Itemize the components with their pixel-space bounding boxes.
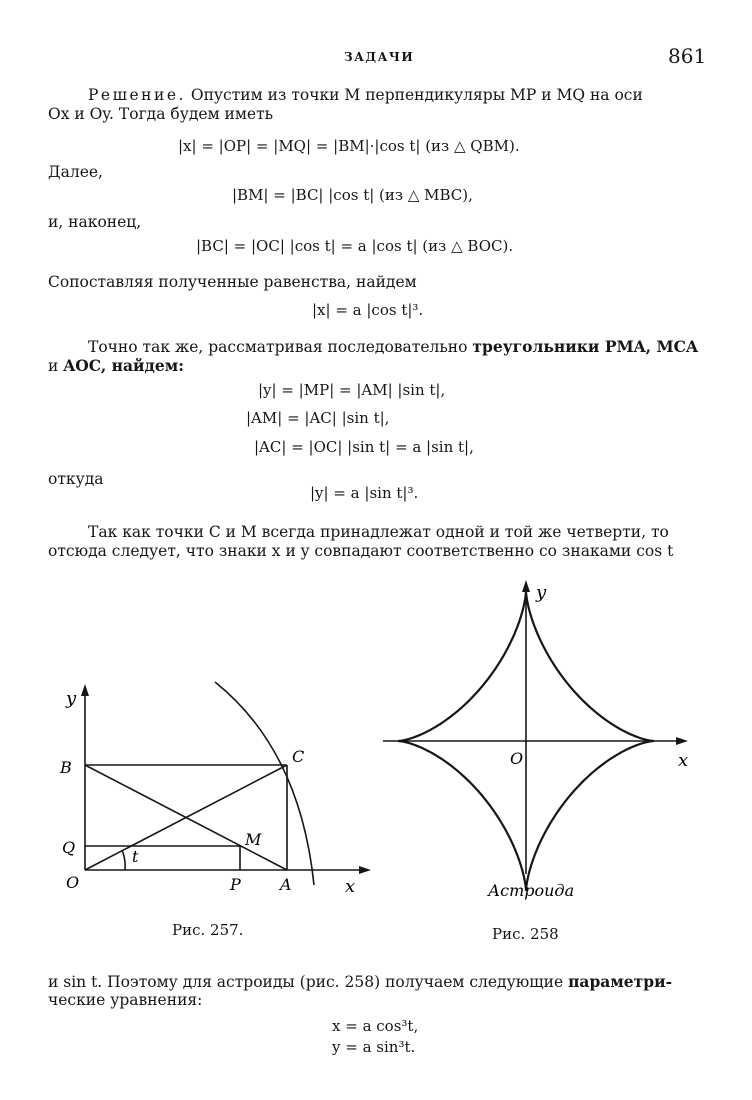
equation-4: |x| = a |cos t|³. bbox=[312, 301, 424, 319]
x-axis-arrow bbox=[359, 866, 371, 874]
fig258-label-x: x bbox=[678, 750, 689, 771]
equation-10: y = a sin³t. bbox=[332, 1038, 416, 1056]
paragraph-3-line2-text: и bbox=[48, 357, 59, 375]
equation-7: |AC| = |OC| |sin t| = a |sin t|, bbox=[254, 438, 474, 456]
fig257-label-t: t bbox=[132, 847, 139, 866]
fig258-label-y: y bbox=[536, 582, 547, 603]
page-number: 861 bbox=[668, 44, 707, 68]
y-axis-arrow bbox=[522, 580, 530, 592]
circle-arc bbox=[215, 682, 314, 885]
paragraph-3-line2 bbox=[48, 356, 184, 376]
solution-line2: Ox и Oy. Тогда будем иметь bbox=[48, 105, 274, 123]
paragraph-3-line1-text: Точно так же, рассматривая последовательно bbox=[88, 338, 468, 356]
running-title: ЗАДАЧИ bbox=[344, 50, 415, 64]
angle-arc bbox=[122, 850, 125, 870]
solution-paragraph bbox=[88, 86, 698, 105]
equation-2: |BM| = |BC| |cos t| (из △ MBC), bbox=[232, 186, 473, 204]
paragraph-3-line1 bbox=[88, 337, 698, 357]
paragraph-3-line2-bold: AOC, найдем: bbox=[63, 356, 184, 375]
fig257-label-o: O bbox=[66, 873, 80, 892]
paragraph-2: Сопоставляя полученные равенства, найдем bbox=[48, 273, 417, 291]
paragraph-4-line1: Так как точки C и M всегда принадлежат одной и той же четверти, то bbox=[88, 523, 669, 541]
equation-5: |y| = |MP| = |AM| |sin t|, bbox=[258, 381, 446, 399]
fig257-label-b: B bbox=[60, 758, 72, 777]
y-axis-arrow bbox=[81, 684, 89, 696]
fig257-label-y: y bbox=[66, 688, 77, 709]
paragraph-5-line1-bold: параметри- bbox=[568, 972, 673, 991]
fig258-label-o: O bbox=[510, 749, 524, 768]
figure-258-caption: Рис. 258 bbox=[492, 925, 559, 943]
equation-6: |AM| = |AC| |sin t|, bbox=[246, 409, 390, 427]
fig257-label-p: P bbox=[230, 875, 241, 894]
solution-line1: Опустим из точки M перпендикуляры MP и MQ на оси bbox=[190, 86, 643, 104]
fig257-label-a: A bbox=[280, 875, 292, 894]
label-otkuda: откуда bbox=[48, 470, 104, 488]
label-nakonec: и, наконец, bbox=[48, 213, 142, 231]
label-dalee: Далее, bbox=[48, 163, 103, 181]
equation-8: |y| = a |sin t|³. bbox=[310, 484, 419, 502]
paragraph-3-line1-bold: треугольники PMA, MCA bbox=[472, 337, 698, 356]
equation-3: |BC| = |OC| |cos t| = a |cos t| (из △ BOC). bbox=[196, 237, 514, 255]
paragraph-5-line1-text: и sin t. Поэтому для астроиды (рис. 258) получаем следующие bbox=[48, 973, 564, 991]
paragraph-4-line2: отсюда следует, что знаки x и y совпадают соответственно со знаками cos t bbox=[48, 542, 674, 560]
figure-258 bbox=[378, 578, 708, 908]
fig258-label-curve: Астроида bbox=[488, 881, 575, 900]
paragraph-5-line2: ческие уравнения: bbox=[48, 991, 203, 1009]
fig257-label-q: Q bbox=[62, 838, 76, 857]
paragraph-5-line1 bbox=[48, 972, 672, 992]
solution-lead: Решение. bbox=[88, 86, 186, 104]
fig257-label-x: x bbox=[345, 876, 356, 897]
equation-9: x = a cos³t, bbox=[332, 1017, 419, 1035]
figure-257-caption: Рис. 257. bbox=[172, 921, 244, 939]
fig257-label-c: C bbox=[292, 747, 305, 766]
equation-1: |x| = |OP| = |MQ| = |BM|·|cos t| (из △ QBM). bbox=[178, 137, 520, 155]
x-axis-arrow bbox=[676, 737, 688, 745]
fig257-label-m: M bbox=[245, 830, 262, 849]
figure-257 bbox=[40, 670, 380, 900]
